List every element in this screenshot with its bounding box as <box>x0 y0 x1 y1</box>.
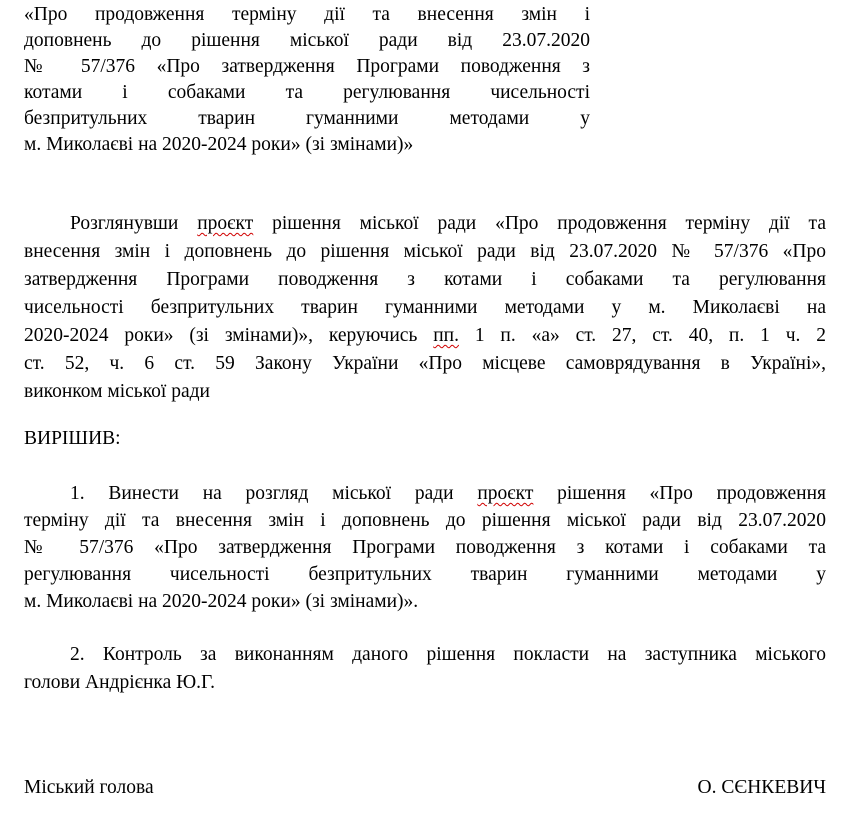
text-run: 2020-2024 роки» (зі змінами)», керуючись <box>24 325 434 346</box>
paragraph-line: регулювання чисельності безпритульних тварин гуманними методами у <box>24 564 826 585</box>
title-line: № 57/376 «Про затвердження Програми поводження з <box>24 56 590 77</box>
text-run: рішення «Про продовження <box>533 483 826 504</box>
title-line: «Про продовження терміну дії та внесення змін і <box>24 4 590 25</box>
paragraph-line <box>24 480 826 507</box>
paragraph-line: ст. 52, ч. 6 ст. 59 Закону України «Про місцеве самоврядування в Україні», <box>24 353 826 374</box>
document-title <box>24 2 590 158</box>
resolution-item-1 <box>24 480 826 615</box>
signatory-name: О. СЄНКЕВИЧ <box>697 777 826 798</box>
paragraph-line: голови Андрієнка Ю.Г. <box>24 672 215 693</box>
text-run: рішення міської ради «Про продовження терміну дії та <box>253 213 826 234</box>
paragraph-line <box>24 322 826 350</box>
spellcheck-marked-word[interactable]: проєкт <box>197 213 254 234</box>
title-line: безпритульних тварин гуманними методами у <box>24 108 590 129</box>
paragraph-line: 2. Контроль за виконанням даного рішення покласти на заступника міського <box>70 644 826 665</box>
title-line: доповнень до рішення міської ради від 23.07.2020 <box>24 30 590 51</box>
paragraph-line: терміну дії та внесення змін і доповнень до рішення міської ради від 23.07.2020 <box>24 510 826 531</box>
text-run: 1. Винести на розгляд міської ради <box>70 483 478 504</box>
paragraph-line <box>24 210 826 238</box>
paragraph-line: № 57/376 «Про затвердження Програми поводження з котами і собаками та <box>24 537 826 558</box>
paragraph-line: чисельності безпритульних тварин гуманними методами у м. Миколаєві на <box>24 297 826 318</box>
resolution-item-2 <box>24 641 826 697</box>
signatory-position: Міський голова <box>24 777 154 798</box>
text-run: 1 п. «а» ст. 27, ст. 40, п. 1 ч. 2 <box>458 325 826 346</box>
paragraph-line: внесення змін і доповнень до рішення міської ради від 23.07.2020 № 57/376 «Про <box>24 241 826 262</box>
paragraph-line: м. Миколаєві на 2020-2024 роки» (зі змінами)». <box>24 591 419 612</box>
paragraph-line: затвердження Програми поводження з котами і собаками та регулювання <box>24 269 826 290</box>
title-line: м. Миколаєві на 2020-2024 роки» (зі змінами)» <box>24 134 414 155</box>
spellcheck-marked-word[interactable]: проєкт <box>477 483 534 504</box>
paragraph-line: виконком міської ради <box>24 381 210 402</box>
text-run: Розглянувши <box>70 213 198 234</box>
spellcheck-marked-word[interactable]: пп. <box>433 325 459 346</box>
preamble-paragraph <box>24 210 826 406</box>
title-line: котами і собаками та регулювання чисельності <box>24 82 590 103</box>
resolved-heading: ВИРІШИВ: <box>24 428 121 449</box>
